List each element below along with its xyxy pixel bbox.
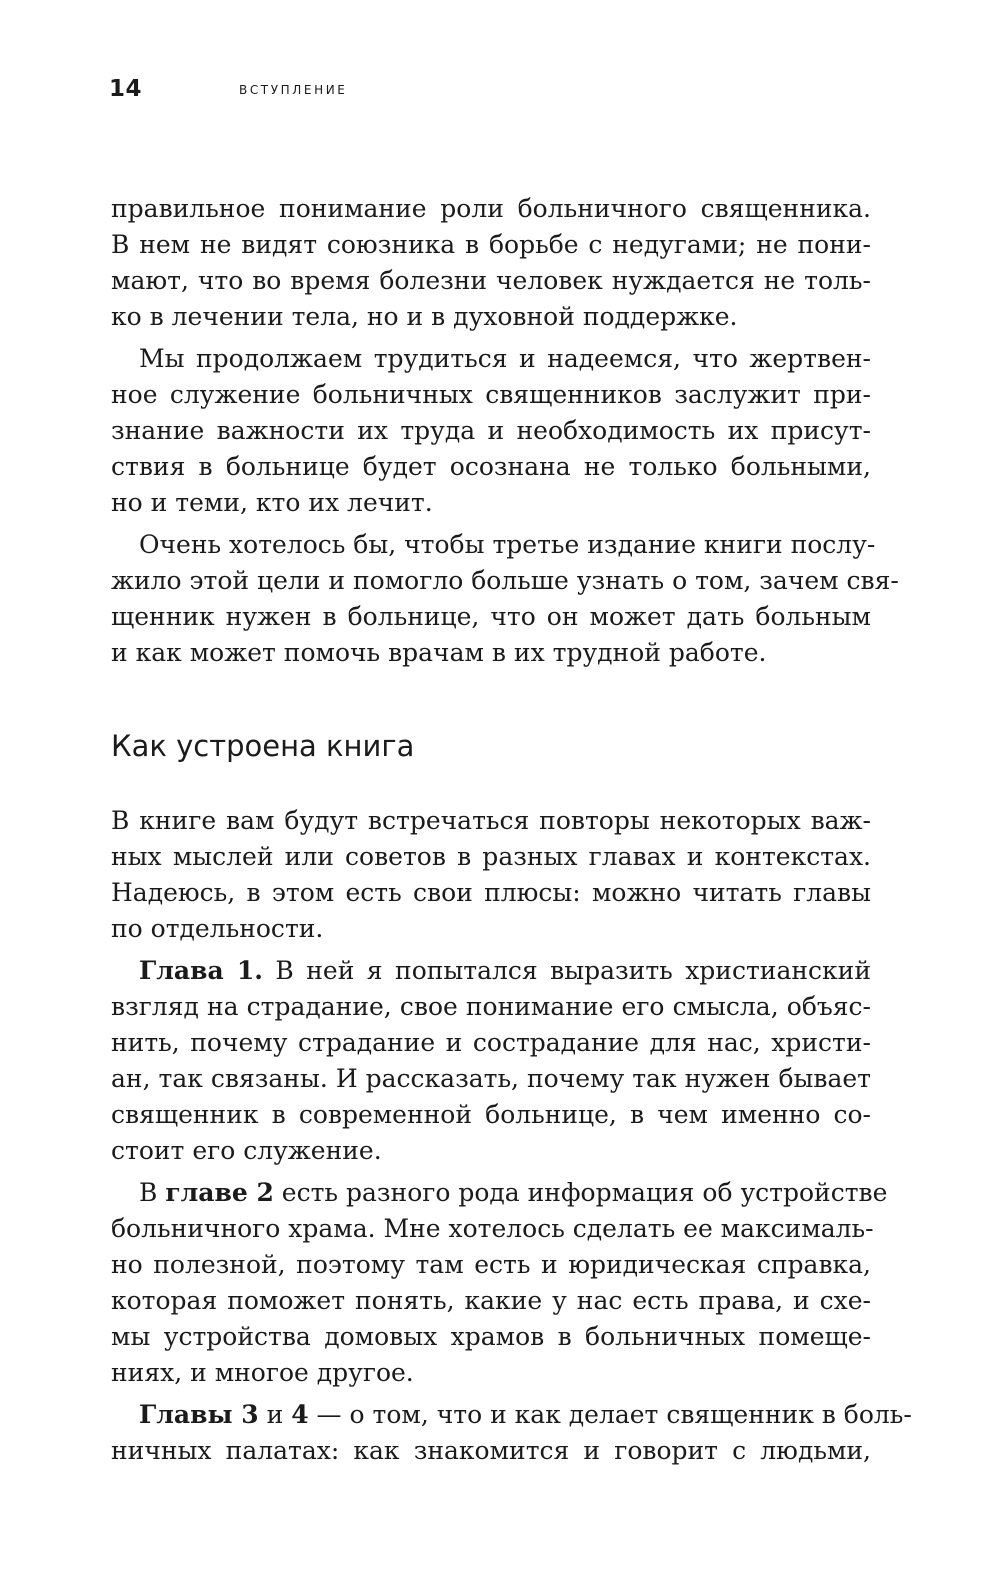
book-structure-text: [111, 803, 912, 1469]
text-line: Очень хотелось бы, чтобы третье издание книги послу-: [139, 530, 876, 559]
text-line: жило этой цели и помогло больше узнать о том, зачем свя-: [111, 566, 899, 595]
text-line: [111, 1175, 888, 1211]
text-line: Мы продолжаем трудиться и надеемся, что жертвен-: [139, 344, 871, 373]
page-number: 14: [109, 76, 143, 102]
text-run: есть разного рода информация об устройстве: [273, 1178, 888, 1207]
text-line: и как может помочь врачам в их трудной работе.: [111, 638, 767, 667]
text-line: ан, так связаны. И рассказать, почему так нужен бывает: [111, 1064, 871, 1093]
text-line: [111, 953, 871, 989]
text-line: священник в современной больнице, в чем именно со-: [111, 1100, 871, 1129]
text-line: но и теми, кто их лечит.: [111, 488, 433, 517]
chapter-3-4-paragraph: [111, 1397, 912, 1469]
text-run: — о том, что и как делает священник в боль-: [308, 1400, 912, 1429]
text-line: В книге вам будут встречаться повторы некоторых важ-: [111, 806, 871, 835]
text-line: но полезной, поэтому там есть и юридическая справка,: [111, 1250, 871, 1279]
text-run: и: [258, 1400, 292, 1429]
text-line: щенник нужен в больнице, что он может дать больным: [111, 602, 871, 631]
text-line: [111, 1397, 912, 1433]
running-head: [109, 72, 347, 106]
paragraph: [111, 191, 871, 335]
text-line: мают, что во время болезни человек нуждается не толь-: [111, 266, 871, 295]
text-line: ное служение больничных священников заслужит при-: [111, 380, 871, 409]
chapter-2-paragraph: [111, 1175, 888, 1391]
text-line: стоит его служение.: [111, 1136, 382, 1165]
text-line: ниях, и многое другое.: [111, 1358, 414, 1387]
text-line: ничных палатах: как знакомится и говорит с людьми,: [111, 1436, 871, 1465]
text-line: ных мыслей или советов в разных главах и контекстах.: [111, 842, 871, 871]
section-title: ВСТУПЛЕНИЕ: [239, 83, 348, 97]
text-line: В нем не видят союзника в борьбе с недугами; не пони-: [111, 230, 871, 259]
text-line: которая поможет понять, какие у нас есть права, и схе-: [111, 1286, 871, 1315]
chapter-3-label: Главы 3: [139, 1400, 259, 1429]
chapter-4-label: 4: [291, 1400, 309, 1429]
chapter-2-label: главе 2: [165, 1178, 274, 1207]
text-run: В: [139, 1178, 166, 1207]
text-line: мы устройства домовых храмов в больничных помеще-: [111, 1322, 871, 1351]
text-line: ствия в больнице будет осознана не только больными,: [111, 452, 871, 481]
paragraph: [111, 527, 899, 671]
chapter-1-paragraph: [111, 953, 871, 1169]
text-line: нить, почему страдание и сострадание для нас, христи-: [111, 1028, 871, 1057]
section-heading: Как устроена книга: [111, 729, 415, 763]
chapter-1-label: Глава 1.: [139, 956, 263, 985]
text-line: больничного храма. Мне хотелось сделать ее максималь-: [111, 1214, 874, 1243]
paragraph: [111, 341, 871, 521]
text-line: ко в лечении тела, но и в духовной поддержке.: [111, 302, 738, 331]
text-line: знание важности их труда и необходимость их присут-: [111, 416, 871, 445]
text-line: правильное понимание роли больничного священника.: [111, 194, 871, 223]
text-line: по отдельности.: [111, 914, 324, 943]
text-run: В ней я попытался выразить христианский: [262, 956, 871, 985]
text-line: взгляд на страдание, свое понимание его смысла, объяс-: [111, 992, 871, 1021]
paragraph: [111, 803, 871, 947]
text-line: Надеюсь, в этом есть свои плюсы: можно читать главы: [111, 878, 871, 907]
intro-text: [111, 191, 899, 671]
